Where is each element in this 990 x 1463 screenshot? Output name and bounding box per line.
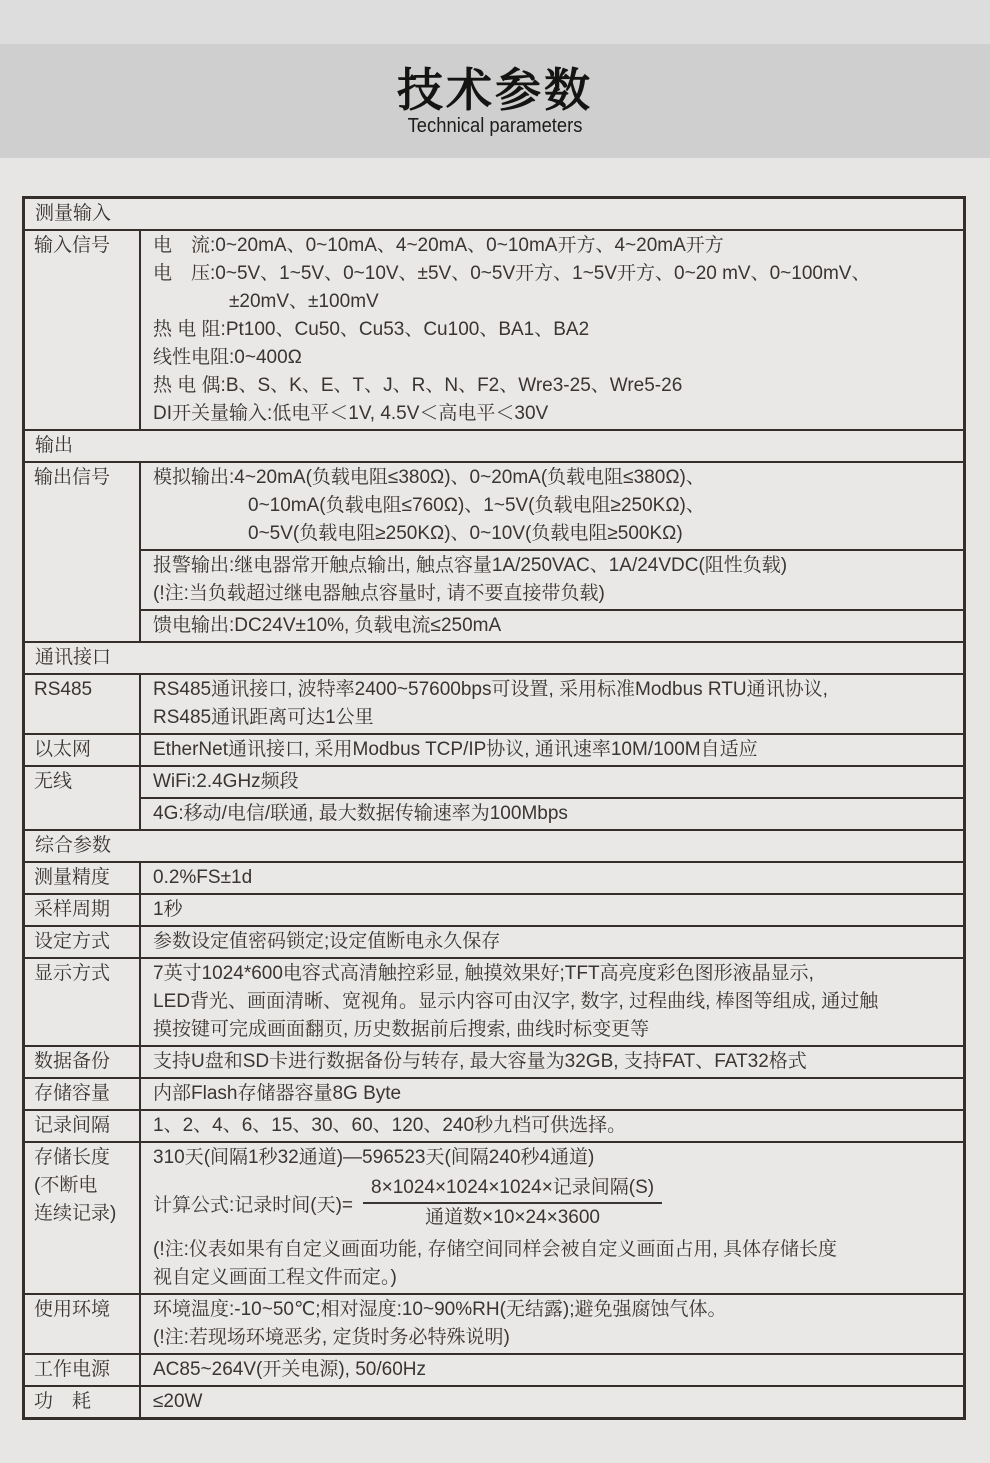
row-content (141, 1111, 963, 1141)
row-environment (25, 1293, 963, 1353)
row-sampling (25, 893, 963, 925)
subrow-consumption (141, 1387, 963, 1417)
row-setting (25, 925, 963, 957)
row-wireless (25, 765, 963, 829)
row-content (141, 895, 963, 925)
row-label (25, 1143, 141, 1293)
spec-line: 4G:移动/电信/联通, 最大数据传输速率为100Mbps (153, 803, 568, 824)
subrow-power (141, 1355, 963, 1385)
spec-line: AC85~264V(开关电源), 50/60Hz (153, 1359, 426, 1380)
row-label: 记录间隔 (25, 1111, 141, 1141)
row-capacity (25, 1077, 963, 1109)
row-content (141, 863, 963, 893)
spec-line: 环境温度:-10~50℃;相对湿度:10~90%RH(无结露);避免强腐蚀气体。 (153, 1299, 727, 1320)
spec-line: (!注:若现场环境恶劣, 定货时务必特殊说明) (153, 1327, 510, 1348)
row-label-line: 连续记录) (34, 1203, 117, 1224)
row-content (141, 735, 963, 765)
row-label: 以太网 (25, 735, 141, 765)
subrow-4g (141, 797, 963, 829)
row-content (141, 675, 963, 733)
row-rs485 (25, 673, 963, 733)
row-display (25, 957, 963, 1045)
section-header-output: 输出 (25, 429, 963, 461)
row-input-signal (25, 229, 963, 429)
row-backup (25, 1045, 963, 1077)
row-ethernet (25, 733, 963, 765)
row-label: 输出信号 (25, 463, 141, 641)
subrow-capacity (141, 1079, 963, 1109)
subrow-display (141, 959, 963, 1045)
section-header-measure-input: 测量输入 (35, 203, 112, 224)
page-subtitle: Technical parameters (407, 115, 583, 137)
subrow-feed-output (141, 609, 963, 641)
row-content (141, 463, 963, 641)
row-label: 无线 (25, 767, 141, 829)
formula-denominator: 通道数×10×24×3600 (425, 1207, 600, 1228)
spec-line: 热 电 偶:B、S、K、E、T、J、R、N、F2、Wre3-25、Wre5-26 (153, 375, 683, 396)
row-content (141, 231, 963, 429)
spec-line: 0.2%FS±1d (153, 867, 253, 888)
spec-line: 馈电输出:DC24V±10%, 负载电流≤250mA (153, 615, 502, 636)
spec-line: RS485通讯接口, 波特率2400~57600bps可设置, 采用标准Modbus RTU通讯协议, (153, 679, 828, 700)
formula-numerator: 8×1024×1024×1024×记录间隔(S) (363, 1174, 662, 1204)
formula-fraction (363, 1174, 662, 1232)
row-label-line: (不断电 (34, 1175, 98, 1196)
row-label: 数据备份 (25, 1047, 141, 1077)
spec-line: 热 电 阻:Pt100、Cu50、Cu53、Cu100、BA1、BA2 (153, 319, 590, 340)
row-label: 工作电源 (25, 1355, 141, 1385)
spec-table (22, 196, 966, 1420)
spec-line: 0~5V(负载电阻≥250KΩ)、0~10V(负载电阻≥500KΩ) (153, 523, 683, 544)
row-accuracy (25, 861, 963, 893)
subrow-setting (141, 927, 963, 957)
spec-line: 310天(间隔1秒32通道)—596523天(间隔240秒4通道) (153, 1147, 595, 1168)
row-content (141, 959, 963, 1045)
spec-line: 视自定义画面工程文件而定。) (153, 1267, 397, 1288)
section-header-comm: 通讯接口 (25, 641, 963, 673)
spec-line: RS485通讯距离可达1公里 (153, 707, 374, 728)
row-label: 显示方式 (25, 959, 141, 1045)
spec-line: 1、2、4、6、15、30、60、120、240秒九档可供选择。 (153, 1115, 627, 1136)
spec-line: ≤20W (153, 1391, 203, 1412)
page-title: 技术参数 (397, 64, 593, 116)
row-interval (25, 1109, 963, 1141)
spec-line: 线性电阻:0~400Ω (153, 347, 302, 368)
subrow-analog-output (141, 463, 963, 549)
spec-line: LED背光、画面清晰、宽视角。显示内容可由汉字, 数字, 过程曲线, 棒图等组成, 通过触 (153, 991, 879, 1012)
row-label: 使用环境 (25, 1295, 141, 1353)
subrow-backup (141, 1047, 963, 1077)
spec-line: 0~10mA(负载电阻≤760Ω)、1~5V(负载电阻≥250KΩ)、 (153, 495, 705, 516)
row-label: RS485 (25, 675, 141, 733)
row-content (141, 1079, 963, 1109)
storage-formula (141, 1172, 963, 1236)
subrow-storage-length (141, 1143, 963, 1293)
row-label: 采样周期 (25, 895, 141, 925)
row-content (141, 1143, 963, 1293)
spec-line: (!注:仪表如果有自定义画面功能, 存储空间同样会被自定义画面占用, 具体存储长度 (153, 1239, 838, 1260)
row-label-line: 存储长度 (34, 1147, 111, 1168)
row-content (141, 1355, 963, 1385)
subrow-interval (141, 1111, 963, 1141)
spec-line: 参数设定值密码锁定;设定值断电永久保存 (153, 931, 501, 952)
spec-line: 支持U盘和SD卡进行数据备份与转存, 最大容量为32GB, 支持FAT、FAT32格式 (153, 1051, 807, 1072)
row-storage-length (25, 1141, 963, 1293)
subrow-environment (141, 1295, 963, 1353)
spec-line: 摸按键可完成画面翻页, 历史数据前后搜索, 曲线时标变更等 (153, 1019, 650, 1040)
row-content (141, 1047, 963, 1077)
spec-line: ±20mV、±100mV (153, 291, 379, 312)
spec-line: 模拟输出:4~20mA(负载电阻≤380Ω)、0~20mA(负载电阻≤380Ω)、 (153, 467, 705, 488)
spec-line: EtherNet通讯接口, 采用Modbus TCP/IP协议, 通讯速率10M/100M自适应 (153, 739, 758, 760)
subrow-alarm-output (141, 549, 963, 609)
subrow-input-types (141, 231, 963, 429)
spec-line: (!注:当负载超过继电器触点容量时, 请不要直接带负载) (153, 583, 605, 604)
spec-line: 电 流:0~20mA、0~10mA、4~20mA、0~10mA开方、4~20mA开方 (153, 235, 724, 256)
section-header-general: 综合参数 (25, 829, 963, 861)
row-content (141, 927, 963, 957)
title-banner (0, 44, 990, 158)
spec-line: 7英寸1024*600电容式高清触控彩显, 触摸效果好;TFT高亮度彩色图形液晶显示, (153, 963, 814, 984)
row-content (141, 1295, 963, 1353)
spec-line: 内部Flash存储器容量8G Byte (153, 1083, 402, 1104)
row-label: 存储容量 (25, 1079, 141, 1109)
spec-line: DI开关量输入:低电平＜1V, 4.5V＜高电平＜30V (153, 403, 549, 424)
subrow-sampling (141, 895, 963, 925)
spec-line: WiFi:2.4GHz频段 (153, 771, 299, 792)
row-consumption (25, 1385, 963, 1417)
subrow-accuracy (141, 863, 963, 893)
spec-line: 报警输出:继电器常开触点输出, 触点容量1A/250VAC、1A/24VDC(阻性负载) (153, 555, 788, 576)
top-strip (0, 0, 990, 44)
formula-prefix: 计算公式:记录时间(天)= (153, 1194, 354, 1216)
spec-line: 电 压:0~5V、1~5V、0~10V、±5V、0~5V开方、1~5V开方、0~20 mV、0~100mV、 (153, 263, 871, 284)
row-output-signal (25, 461, 963, 641)
subrow-wifi (141, 767, 963, 797)
spec-line: 1秒 (153, 899, 183, 920)
row-label: 测量精度 (25, 863, 141, 893)
row-content (141, 1387, 963, 1417)
row-content (141, 767, 963, 829)
subrow-ethernet (141, 735, 963, 765)
row-label: 设定方式 (25, 927, 141, 957)
row-label: 输入信号 (25, 231, 141, 429)
row-power (25, 1353, 963, 1385)
subrow-rs485 (141, 675, 963, 733)
row-label: 功 耗 (25, 1387, 141, 1417)
